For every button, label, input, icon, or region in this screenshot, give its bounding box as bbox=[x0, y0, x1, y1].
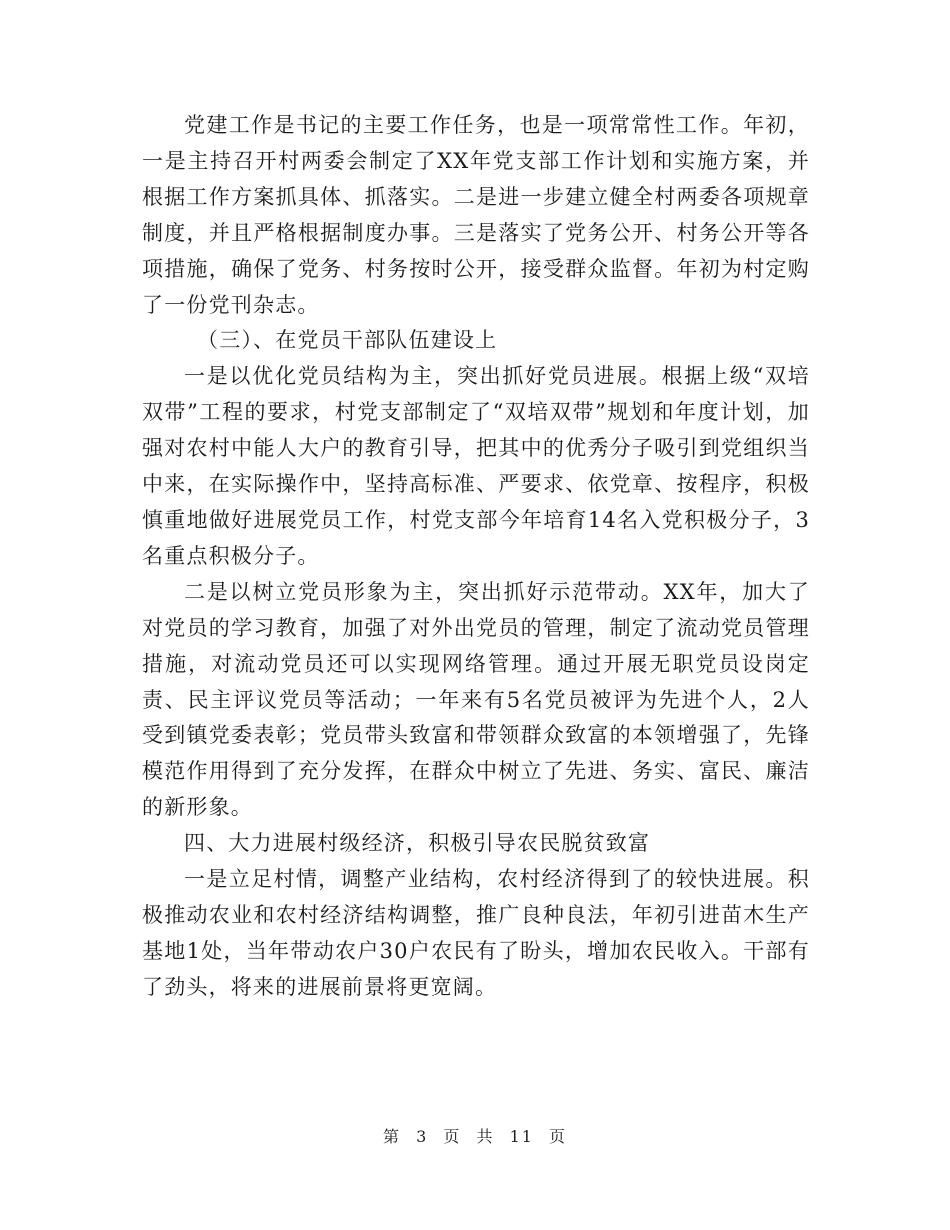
section-heading-party-team: （三）、在党员干部队伍建设上 bbox=[197, 328, 498, 353]
page-footer bbox=[0, 1124, 950, 1147]
footer-total-pages: 11 bbox=[509, 1127, 534, 1146]
document-body bbox=[142, 108, 810, 1006]
footer-label-total-unit: 页 bbox=[549, 1127, 568, 1146]
paragraph-industry-structure: 一是立足村情，调整产业结构，农村经济得到了的较快进展。积极推动农业和农村经济结构调整，推广良种良法，年初引进苗木生产基地1处，当年带动农户30户农民有了盼头，增加农民收入。干部有了劲头，将来的进展前景将更宽阔。 bbox=[142, 867, 810, 999]
paragraph-party-image: 二是以树立党员形象为主，突出抓好示范带动。XX年，加大了对党员的学习教育，加强了对外出党员的管理，制定了流动党员管理措施，对流动党员还可以实现网络管理。通过开展无职党员设岗定责、民主评议党员等活动；一年来有5名党员被评为先进个人，2人受到镇党委表彰；党员带头致富和带领群众致富的本领增强了，先锋模范作用得到了充分发挥，在群众中树立了先进、务实、富民、廉洁的新形象。 bbox=[142, 579, 810, 820]
footer-label-total: 共 bbox=[476, 1127, 495, 1146]
section-heading-village-economy: 四、大力进展村级经济，积极引导农民脱贫致富 bbox=[184, 831, 651, 856]
paragraph-optimize-structure: 一是以优化党员结构为主，突出抓好党员进展。根据上级“双培双带”工程的要求，村党支部制定了“双培双带”规划和年度计划，加强对农村中能人大户的教育引导，把其中的优秀分子吸引到党组织当中来，在实际操作中，坚持高标准、严要求、依党章、按程序，积极慎重地做好进展党员工作，村党支部今年培育14名入党积极分子，3名重点积极分子。 bbox=[142, 364, 810, 568]
footer-current-page: 3 bbox=[416, 1127, 429, 1146]
footer-label-page-unit: 页 bbox=[443, 1127, 462, 1146]
footer-label-page: 第 bbox=[382, 1127, 401, 1146]
paragraph-party-building: 党建工作是书记的主要工作任务，也是一项常常性工作。年初，一是主持召开村两委会制定了XX年党支部工作计划和实施方案，并根据工作方案抓具体、抓落实。二是进一步建立健全村两委各项规章制度，并且严格根据制度办事。三是落实了党务公开、村务公开等各项措施，确保了党务、村务按时公开，接受群众监督。年初为村定购了一份党刊杂志。 bbox=[142, 113, 810, 317]
